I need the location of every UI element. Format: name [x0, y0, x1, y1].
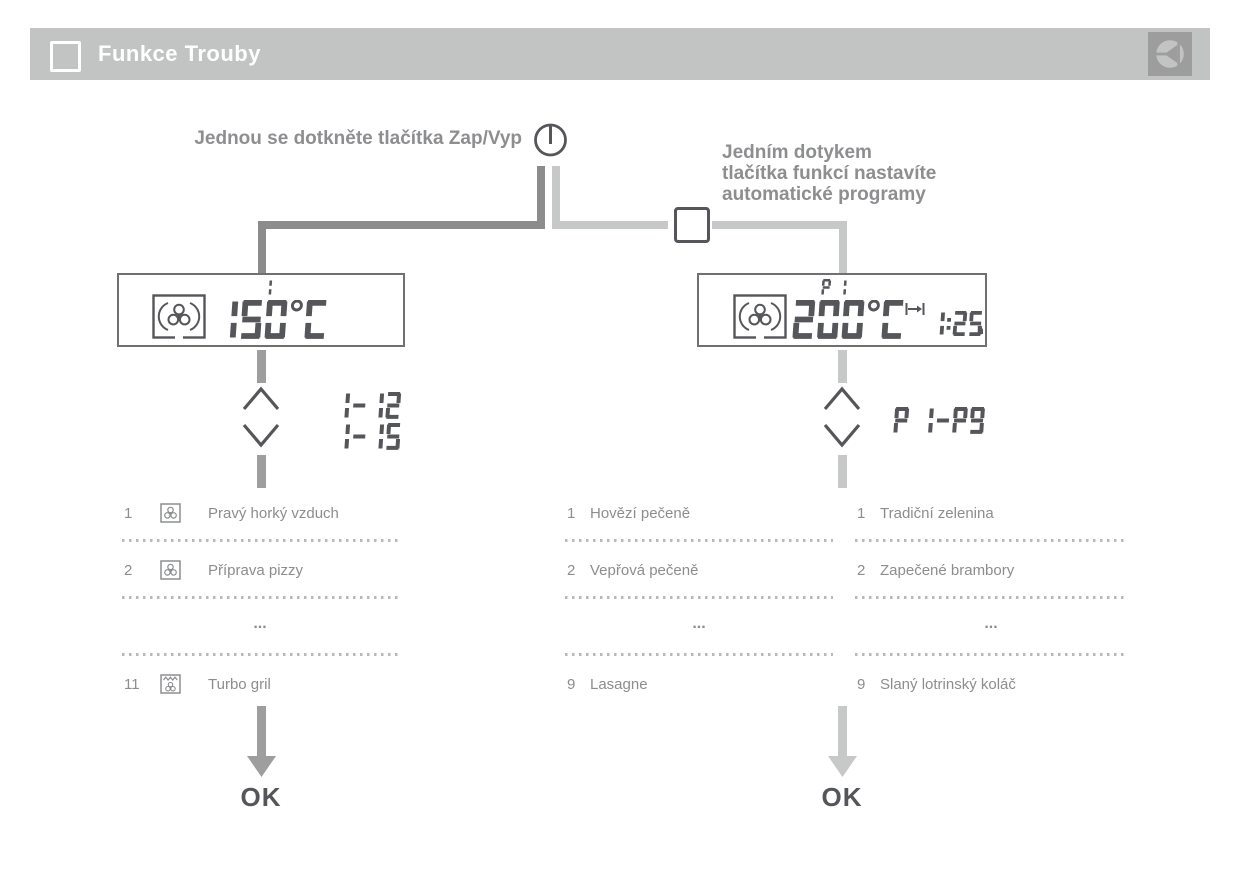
program-range-segment: [893, 407, 989, 434]
duration-icon: [905, 302, 925, 316]
fan-function-icon: [160, 560, 181, 580]
list-ellipsis: ...: [692, 615, 706, 632]
function-range-segment: [334, 423, 405, 450]
step2-line: tlačítka funkcí nastavíte: [722, 163, 937, 184]
list-item-label: Tradiční zelenina: [880, 505, 994, 522]
list-item-number: 11: [124, 676, 140, 693]
connector-dark-vertical: [537, 166, 545, 229]
electrolux-logo: [1148, 32, 1192, 76]
program-number-segment: [821, 279, 849, 296]
chevron-down-icon: [241, 423, 281, 448]
ok-label-right: OK: [821, 782, 863, 812]
dashed-connector-segment: [257, 350, 266, 383]
dotted-separator: [122, 539, 398, 542]
dotted-separator: [565, 539, 833, 542]
connector-light-vertical: [552, 166, 560, 229]
connector-dark-horizontal: [258, 221, 545, 229]
fan-function-icon: [160, 503, 181, 523]
list-item-number: 9: [857, 676, 866, 693]
duration-unit: h: [977, 325, 984, 337]
arrow-down-right: [827, 706, 858, 778]
dotted-separator: [855, 539, 1127, 542]
step1-instruction: Jednou se dotkněte tlačítka Zap/Vyp: [194, 128, 522, 149]
square-outline-icon: [50, 41, 81, 72]
list-item-label: Vepřová pečeně: [590, 562, 699, 579]
list-item-number: 2: [857, 562, 866, 579]
list-item-number: 9: [567, 676, 576, 693]
list-item-label: Lasagne: [590, 676, 648, 693]
function-range-segment: [334, 392, 405, 419]
list-item-label: Pravý horký vzduch: [208, 505, 339, 522]
connector-light-horizontal-2: [712, 221, 847, 229]
ok-label-left: OK: [240, 782, 282, 812]
dashed-connector-segment: [257, 455, 266, 488]
arrow-down-left: [246, 706, 277, 778]
chevron-up-icon: [241, 386, 281, 411]
list-item-number: 1: [124, 505, 133, 522]
list-item-number: 2: [567, 562, 576, 579]
header-bar: [30, 28, 1210, 80]
list-item-label: Zapečené brambory: [880, 562, 1015, 579]
chevron-down-icon: [822, 423, 862, 448]
step2-instruction: [722, 142, 936, 205]
dotted-separator: [122, 653, 398, 656]
function-button-icon: [674, 207, 710, 243]
connector-light-horizontal-1: [560, 221, 668, 229]
list-item-label: Slaný lotrinský koláč: [880, 676, 1016, 693]
dotted-separator: [855, 653, 1127, 656]
list-item-number: 2: [124, 562, 133, 579]
dotted-separator: [122, 596, 398, 599]
list-ellipsis: ...: [984, 615, 998, 632]
step2-line: automatické programy: [722, 184, 926, 205]
list-ellipsis: ...: [253, 615, 267, 632]
list-item-label: Turbo gril: [208, 676, 271, 693]
temperature-segment: [792, 300, 910, 339]
temperature-segment: [215, 300, 333, 339]
power-icon: [532, 121, 569, 158]
turbo-grill-icon: [160, 674, 181, 694]
dotted-separator: [565, 653, 833, 656]
page-title: Funkce Trouby: [98, 41, 261, 66]
connector-dark-drop: [258, 229, 266, 273]
list-item-label: Příprava pizzy: [208, 562, 304, 579]
list-item-number: 1: [567, 505, 576, 522]
fan-icon: [733, 294, 787, 339]
step2-line: Jedním dotykem: [722, 142, 872, 163]
dotted-separator: [565, 596, 833, 599]
manual-mode-display: [117, 273, 405, 347]
fan-icon: [152, 294, 206, 339]
list-item-number: 1: [857, 505, 866, 522]
connector-light-drop: [839, 229, 847, 273]
dashed-connector-segment: [838, 455, 847, 488]
chevron-up-icon: [822, 386, 862, 411]
dashed-connector-segment: [838, 350, 847, 383]
dotted-separator: [855, 596, 1127, 599]
mode-number-segment: [262, 279, 275, 296]
list-item-label: Hovězí pečeně: [590, 505, 691, 522]
auto-program-display: [697, 273, 987, 347]
